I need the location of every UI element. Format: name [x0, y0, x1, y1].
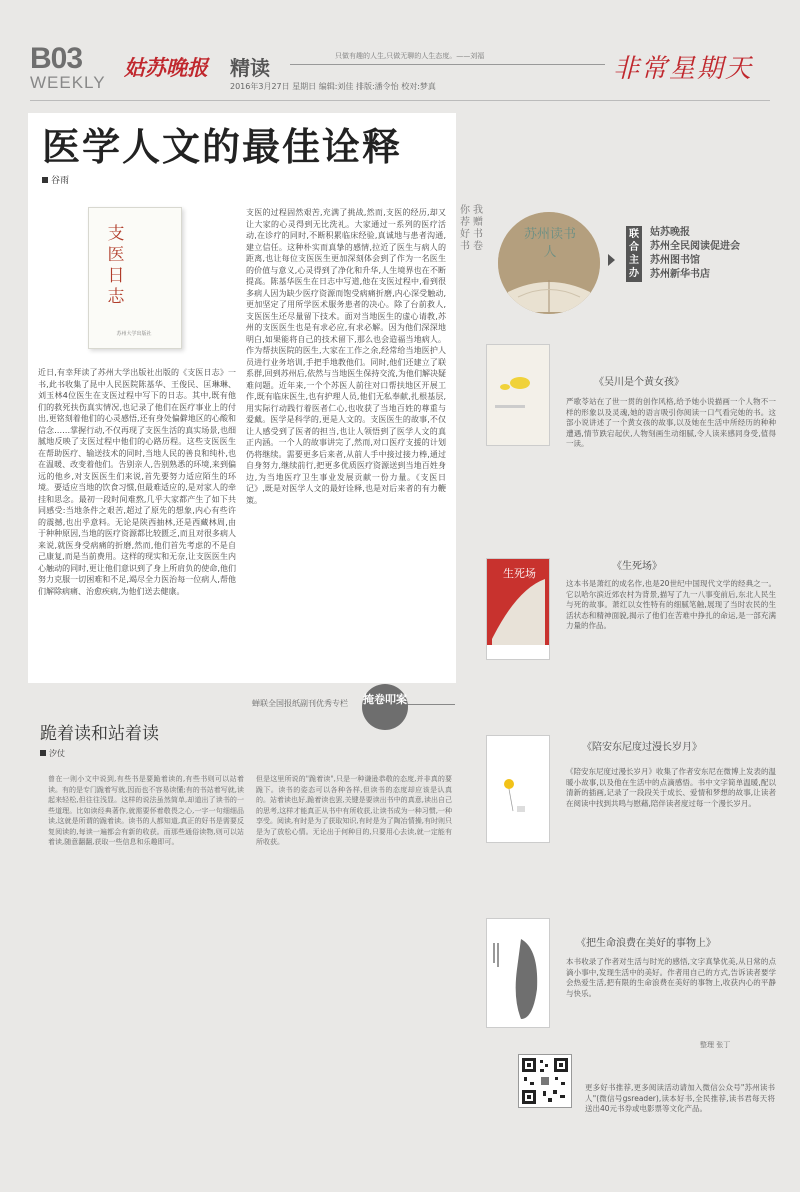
library-circle-text: 苏州读书人	[523, 227, 576, 260]
section-title: 精读	[230, 56, 270, 80]
main-article-title[interactable]: 医学人文的最佳诠释	[42, 124, 403, 169]
svg-text:生死场: 生死场	[503, 567, 536, 580]
vertical-label-recommend: 你荐好书	[460, 205, 470, 252]
book-cover-title: 支医日志	[107, 224, 125, 307]
qr-code-icon[interactable]	[518, 1054, 572, 1108]
book-cover-3	[486, 735, 550, 843]
sponsor-item: 姑苏晚报	[650, 227, 690, 238]
book-cover-4	[486, 918, 550, 1028]
bullet-icon	[42, 177, 48, 183]
page-code: B03	[30, 42, 83, 75]
yellow-bird-icon	[487, 345, 549, 445]
section-brand: 非常星期天	[613, 54, 754, 84]
book-cover-2	[486, 558, 550, 660]
author-name: 汐仗	[49, 749, 65, 758]
vertical-label-gift: 我赠书卷	[473, 205, 483, 252]
book-review-title[interactable]: 《吴川是个黄女孩》	[594, 377, 684, 388]
bullet-icon	[40, 750, 46, 756]
header-divider	[290, 64, 605, 65]
sponsor-list	[650, 226, 780, 282]
editor-signature: 整理 张丁	[700, 1041, 731, 1049]
sponsor-item: 苏州新华书店	[650, 269, 710, 280]
sponsor-item: 苏州全民阅读促进会	[650, 241, 740, 252]
header-rule	[30, 100, 770, 101]
column-badge	[362, 684, 408, 730]
book-review-text: 本书收录了作者对生活与时光的感悟,文字真挚优美,从日常的点滴小事中,发现生活中的美好。作者用自己的方式,告诉读者要学会热爱生活,把有限的生命浪费在美好的事物上,收获内心的平静与快乐。	[566, 957, 776, 998]
sponsor-label: 联合主办	[626, 226, 642, 282]
book-cover-image	[88, 207, 182, 349]
second-article-author	[40, 748, 65, 759]
header-meta: 2016年3月27日 星期日 编辑:刘佳 排版:潘令怡 校对:梦真	[230, 82, 436, 91]
award-text: 蝉联全国报纸副刊优秀专栏	[252, 699, 348, 708]
red-cover-icon	[487, 559, 549, 659]
header-quote: 只做有趣的人生,只做无聊的人生态度。——刘福	[335, 52, 485, 60]
main-article-column-2: 支医的过程固然艰苦,充满了挑战,然而,支医的经历,却又让大家的心灵得到无比洗礼。大家通过一系列的医疗活动,在诊疗的同时,不断积累临床经验,真诚地与患者沟通,建立信任。这种朴实而真挚的感情,拉近了医生与病人的距离,也让每位支医医生更加深刻体会到了作为一名医生的价值与意义,心灵得到了净化和升华,人生境界也在不断提高。陈基华医生在日志中写道,他在支医过程中,看到很多病人因为缺少医疗资源而饱受病痛折磨,内心深受触动,更加坚定了用所学医术服务患者的决心。除了台前救人,支医医生还尽量留下技术。面对当地医生的虚心请教,苏州的支医医生也是有求必应,有求必解。因为他们深深地明白,如果能将自己的技术留下,那么也会造福当地病人。作为帮扶医院的医生,大家在工作之余,经常给当地医护人员进行业务培训,手把手地教他们。同时,他们还建立了联系群,回到苏州后,依然与当地医生保持交流,为他们解决疑难问题。近年来,一个个苏医人前往对口帮扶地区开展工作,既有临床医生,也有护理人员,他们无私奉献,扎根基层,用实际行动践行着医者仁心,也收获了当地百姓的尊重与爱戴。医学是科学的,更是人文的。支医医生的故事,不仅让人感受到了医者的担当,也让人领悟到了医学人文的真正内涵。一个人的故事讲完了,然而,对口医疗支援的计划仍将继续。需要更多后来者,从前人手中接过接力棒,通过自身努力,继续前行,把更多优质医疗资源送到当地百姓身边,为当地医疗卫生事业发展贡献一份力量。《支医日记》,既是对医学人文的最好诠释,也是对后来者的有力鞭策。	[246, 208, 446, 505]
portrait-icon	[487, 919, 549, 1027]
book-cover-publisher: 苏州大学出版社	[116, 331, 152, 337]
book-review-title[interactable]: 《陪安东尼度过漫长岁月》	[582, 742, 702, 753]
sponsor-item: 苏州图书馆	[650, 255, 700, 266]
balloon-icon	[487, 736, 549, 842]
main-article-column-1: 近日,有幸拜读了苏州大学出版社出版的《支医日志》一书,此书收集了昆中人民医院陈基华、王俊民、匡琳琳、刘玉林4位医生在支医过程中写下的日志。其中,既有他们的救死扶伤真实情况,也记录了他们在医疗事业上的付出,更铭刻着他们的心灵感悟,还有身处偏僻地区的心酸和信念……掌握行动,不仅再现了支医生活的真实场景,也细腻地反映了支医过程中他们的心路历程。这些支医医生在帮助医疗、输送技术的同时,当地人民的善良和纯朴,也在温暖、改变着他们。告别亲人,告别熟悉的环境,来到偏远的他乡,对支医医生们来说,首先要努力适应陌生的环境。要适应当地的饮食习惯,但最难适应的,是对家人的牵挂和思念。最初一段时间难熬,几乎大家都产生了如下共同感受:当地条件之艰苦,超过了原先的想象,内心有些许的震撼,也出乎意料。无论是陕西抽林,还是西藏林周,由于种种原因,当地的医疗资源都比较匮乏,而且对很多病人来说,就医身受病痛的折磨,然而,他们首先考虑的不是自己康复,而是当前费用。这样的现实和无奈,让支医医生内心触动的同时,更让他们意识到了身上所肩负的使命,他们努力克服一切困难和不足,竭尽全力医治每一位病人,帮他们解除病痛、治愈疾病,为他们送去健康。	[38, 368, 236, 596]
newspaper-logo: 姑苏晚报	[124, 55, 208, 80]
book-review-text: 严歌苓站在了世一贯的创作风格,给予她小说描画一个人物不一样的形象以及灵魂,她的语言吸引你阅读一口气看完她的书。这部小说讲述了一个黄女孩的故事,以及她在生活中所经历的种种遭遇,情节跌宕起伏,人物刻画生动细腻,令人读来感同身受,值得一读。	[566, 397, 776, 449]
main-article-author	[42, 175, 69, 187]
qr-caption: 更多好书推荐,更多阅读活动请加入微信公众号"苏州读书人"(微信号gsreader),读本好书,全民推荐,读书君每天将送出40元书券或电影票等文化产品。	[585, 1083, 775, 1114]
second-article-title[interactable]: 跪着读和站着读	[40, 724, 159, 744]
book-review-text: 这本书是萧红的成名作,也是20世纪中国现代文学的经典之一。它以哈尔滨近郊农村为背景,描写了九一八事变前后,东北人民生与死的故事。萧红以女性特有的细腻笔触,展现了当时农民的生活状态和精神面貌,揭示了他们在苦难中挣扎的命运,是一部充满力量的作品。	[566, 579, 776, 631]
book-review-title[interactable]: 《生死场》	[612, 561, 662, 572]
book-cover-1	[486, 344, 550, 446]
book-review-title[interactable]: 《把生命浪费在美好的事物上》	[576, 938, 716, 949]
arrow-right-icon	[608, 254, 615, 266]
second-article-column-1: 曾在一则小文中说到,有些书是要跪着读的,有些书则可以站着读。有的是专门跪着写就,因而也不容易读懂;有的书站着写就,读起来轻松,但往往浅显。这样的说法虽然简单,却道出了读书的一些道理。比如读经典著作,就需要怀着敬畏之心,一字一句细细品读,这就是所谓的跪着读。读书的人都知道,真正的好书是需要反复阅读的,每读一遍都会有新的收获。而那些通俗读物,则可以站着读,随意翻翻,获取一些信息和乐趣即可。	[48, 775, 244, 846]
second-article-column-2: 但是这里所说的"跪着读",只是一种谦逊恭敬的态度,并非真的要跪下。读书的姿态可以各种各样,但读书的态度却应该是认真的。站着读也好,跪着读也罢,关键是要读出书中的真意,读出自己的思考,这样才能真正从书中有所收获,让读书成为一种习惯,一种享受。阅读,有时是为了获取知识,有时是为了陶冶情操,有时则只是为了放松心情。无论出于何种目的,只要用心去读,就一定能有所收获。	[256, 775, 452, 846]
author-name: 谷雨	[51, 176, 70, 186]
book-review-text: 《陪安东尼度过漫长岁月》收集了作者安东尼在微博上发表的温暖小故事,以及他在生活中的点滴感悟。书中文字简单温暖,配以清新的插画,记录了一段段关于成长、爱情和梦想的故事,让读者在阅读中找到共鸣与慰藉,陪伴读者度过每一个漫长岁月。	[566, 767, 776, 808]
column-badge-label: 掩卷叩案	[363, 693, 407, 706]
weekly-label: WEEKLY	[30, 73, 106, 92]
